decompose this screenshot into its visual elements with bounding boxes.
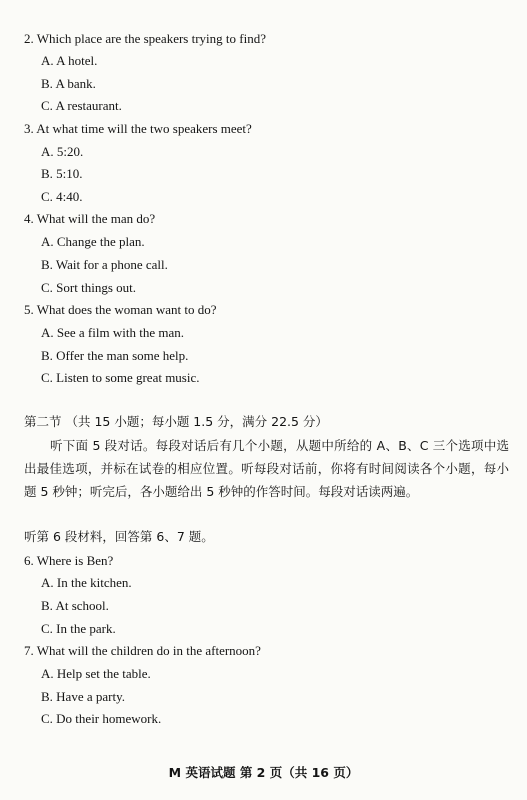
- question-text: At what time will the two speakers meet?: [36, 121, 252, 136]
- option: A. Change the plan.: [41, 234, 145, 249]
- question-text: What does the woman want to do?: [36, 302, 217, 317]
- option: B. Wait for a phone call.: [41, 257, 168, 272]
- option: B. Have a party.: [41, 689, 125, 704]
- option: A. 5:20.: [41, 144, 84, 159]
- option: B. Offer the man some help.: [41, 348, 189, 363]
- page-footer: M 英语试题 第 2 页（共 16 页）: [168, 765, 359, 780]
- option: C. Do their homework.: [41, 711, 162, 726]
- question-6: [24, 553, 113, 569]
- question-5: [24, 302, 217, 318]
- question-text: What will the man do?: [36, 211, 156, 226]
- option: A. Help set the table.: [41, 666, 151, 681]
- option: C. In the park.: [41, 621, 116, 636]
- option: B. 5:10.: [41, 166, 83, 181]
- option: B. At school.: [41, 598, 109, 613]
- material-note: 听第 6 段材料，回答第 6、7 题。: [24, 529, 214, 544]
- option: B. A bank.: [41, 76, 96, 91]
- option: A. See a film with the man.: [41, 325, 184, 340]
- question-number: 7.: [24, 643, 34, 658]
- question-7: [24, 643, 261, 659]
- section-heading: 第二节 （共 15 小题；每小题 1.5 分，满分 22.5 分）: [24, 414, 328, 429]
- question-number: 2.: [24, 31, 34, 46]
- question-number: 4.: [24, 211, 34, 226]
- question-4: [24, 211, 155, 227]
- question-2: [24, 31, 266, 47]
- option: A. In the kitchen.: [41, 575, 132, 590]
- question-3: [24, 121, 252, 137]
- question-number: 3.: [24, 121, 34, 136]
- option: C. Listen to some great music.: [41, 370, 200, 385]
- option: C. A restaurant.: [41, 98, 122, 113]
- option: C. Sort things out.: [41, 280, 136, 295]
- option: A. A hotel.: [41, 53, 98, 68]
- option: C. 4:40.: [41, 189, 83, 204]
- question-number: 5.: [24, 302, 34, 317]
- question-text: Which place are the speakers trying to find?: [36, 31, 266, 46]
- question-number: 6.: [24, 553, 34, 568]
- question-text: What will the children do in the afternoon?: [36, 643, 261, 658]
- question-text: Where is Ben?: [36, 553, 114, 568]
- section-instructions: 听下面 5 段对话。每段对话后有几个小题，从题中所给的 A、B、C 三个选项中选出最佳选项，并标在试卷的相应位置。听每段对话前，你将有时间阅读各个小题，每小题 5 秒钟；听完后，各小题给出 5 秒钟的作答时间。每段对话读两遍。: [24, 438, 509, 499]
